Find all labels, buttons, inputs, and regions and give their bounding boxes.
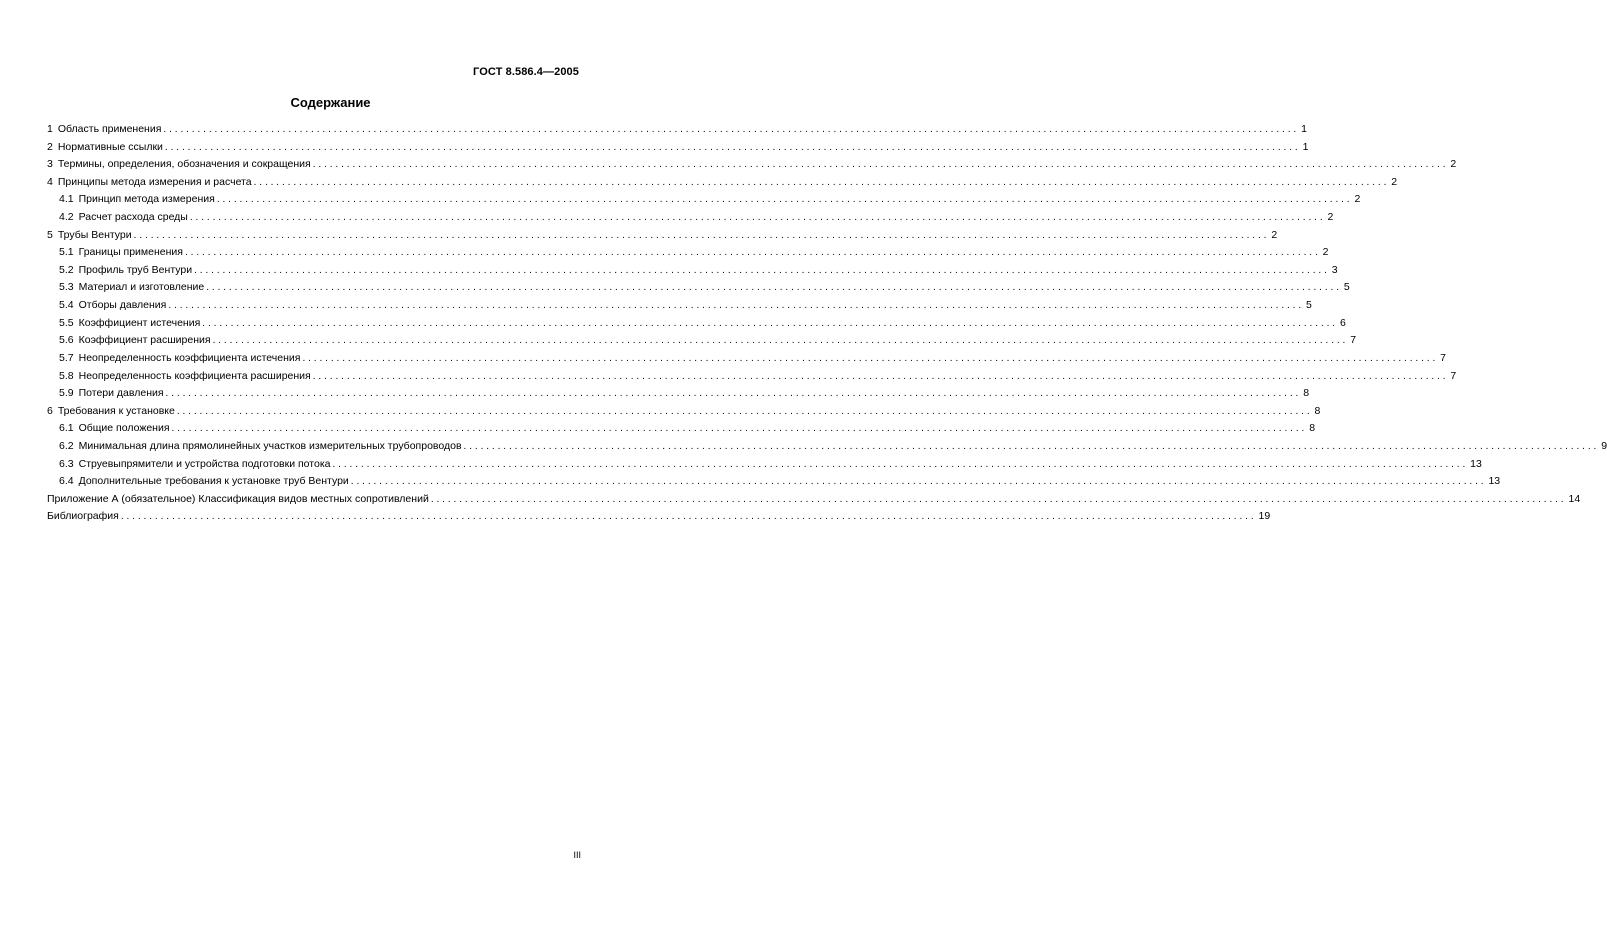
- toc-entry[interactable]: [47, 262, 1338, 280]
- toc-entry-title: Требования к установке: [57, 404, 175, 417]
- toc-entry-label: [59, 473, 349, 491]
- toc-entry[interactable]: [47, 491, 1581, 509]
- toc-entry-title: Коэффициент расширения: [78, 334, 211, 347]
- toc-entry-page: 19: [1258, 510, 1271, 523]
- toc-entry-number: 5: [47, 228, 53, 241]
- toc-entry-number: 2: [47, 140, 53, 153]
- toc-entry-label: [59, 420, 170, 438]
- toc-entry-title: Неопределенность коэффициента расширения: [78, 369, 311, 382]
- toc-entry[interactable]: [47, 297, 1312, 315]
- toc-entry-page: 13: [1488, 475, 1501, 488]
- toc-entry-title: Принципы метода измерения и расчета: [57, 175, 252, 188]
- toc-entry-page: 9: [1601, 439, 1607, 452]
- toc-dot-leader: ........................................................................................................................................................................................................: [312, 370, 1449, 382]
- toc-dot-leader: ........................................................................................................................................................................................................: [171, 423, 1308, 435]
- toc-dot-leader: ........................................................................................................................................................................................................: [332, 458, 1469, 470]
- toc-entry-label: [47, 227, 132, 245]
- toc-entry-page: 8: [1309, 422, 1316, 435]
- toc-entry-number: 6: [47, 404, 53, 417]
- toc-entry-number: 1: [47, 123, 53, 135]
- toc-dot-leader: ........................................................................................................................................................................................................: [212, 335, 1349, 347]
- toc-entry-label: [59, 456, 331, 474]
- toc-entry-label: [59, 209, 188, 227]
- toc-entry-label: [47, 139, 163, 157]
- toc-entry-title: Термины, определения, обозначения и сокращения: [57, 158, 311, 171]
- page-number: III: [573, 850, 581, 860]
- toc-dot-leader: ........................................................................................................................................................................................................: [184, 247, 1321, 259]
- toc-entry-title: Область применения: [57, 123, 162, 135]
- toc-entry-number: 5.3: [59, 281, 74, 294]
- toc-entry-title: Отборы давления: [78, 299, 167, 312]
- toc-entry-title: Коэффициент истечения: [78, 316, 201, 329]
- toc-entry-label: [47, 121, 161, 139]
- toc-entry-page: 7: [1450, 369, 1457, 382]
- toc-dot-leader: ........................................................................................................................................................................................................: [164, 141, 1301, 153]
- toc-dot-leader: ........................................................................................................................................................................................................: [194, 264, 1330, 276]
- toc-dot-leader: ........................................................................................................................................................................................................: [189, 212, 1326, 224]
- toc-dot-leader: ........................................................................................................................................................................................................: [133, 229, 1270, 241]
- toc-entry-page: 2: [1327, 211, 1334, 224]
- toc-entry[interactable]: [47, 350, 1446, 368]
- toc-entry-page: 6: [1339, 316, 1346, 329]
- toc-entry-number: 5.5: [59, 316, 74, 329]
- table-of-contents: [47, 121, 1607, 526]
- toc-entry-title: Профиль труб Вентури: [78, 263, 193, 276]
- toc-entry-title: Границы применения: [78, 246, 183, 259]
- toc-entry-title: Дополнительные требования к установке труб Вентури: [78, 475, 349, 488]
- toc-entry-label: [47, 491, 429, 509]
- toc-entry-page: 3: [1331, 263, 1338, 276]
- toc-entry-number: 3: [47, 158, 53, 171]
- toc-entry-number: 4.1: [59, 193, 74, 206]
- toc-entry[interactable]: [47, 139, 1309, 157]
- toc-entry-page: 13: [1470, 457, 1482, 470]
- toc-entry-title: Библиография: [47, 510, 119, 523]
- toc-entry-number: 5.7: [59, 351, 74, 364]
- toc-entry-label: [47, 508, 119, 526]
- toc-entry-title: Материал и изготовление: [78, 281, 205, 294]
- toc-dot-leader: ........................................................................................................................................................................................................: [168, 300, 1305, 312]
- toc-entry-label: [59, 368, 311, 386]
- toc-entry-label: [59, 262, 192, 280]
- toc-entry-page: 7: [1350, 334, 1357, 347]
- toc-entry[interactable]: [47, 244, 1329, 262]
- toc-entry-page: 2: [1450, 158, 1457, 171]
- toc-entry-title: Минимальная длина прямолинейных участков измерительных трубопроводов: [78, 439, 462, 452]
- toc-dot-leader: ........................................................................................................................................................................................................: [216, 194, 1353, 206]
- toc-entry-page: 1: [1302, 140, 1309, 153]
- toc-dot-leader: ........................................................................................................................................................................................................: [176, 405, 1313, 417]
- toc-entry-page: 8: [1314, 404, 1321, 417]
- toc-entry-page: 14: [1568, 492, 1581, 505]
- toc-dot-leader: ........................................................................................................................................................................................................: [253, 176, 1390, 188]
- toc-entry-page: 8: [1303, 387, 1310, 400]
- toc-entry-title: Неопределенность коэффициента истечения: [78, 351, 301, 364]
- toc-entry-title: Общие положения: [78, 422, 170, 435]
- toc-dot-leader: ........................................................................................................................................................................................................: [206, 282, 1342, 294]
- toc-entry[interactable]: [47, 385, 1310, 403]
- toc-dot-leader: ........................................................................................................................................................................................................: [312, 159, 1449, 171]
- standard-code: ГОСТ 8.586.4—2005: [473, 66, 579, 78]
- toc-entry-page: 5: [1343, 281, 1350, 294]
- toc-entry-label: [59, 350, 300, 368]
- toc-entry-label: [59, 191, 215, 209]
- toc-entry-title: Трубы Вентури: [57, 228, 132, 241]
- toc-entry-number: 5.9: [59, 387, 74, 400]
- toc-entry[interactable]: [47, 191, 1361, 209]
- toc-entry-page: 2: [1322, 246, 1329, 259]
- toc-entry[interactable]: [47, 156, 1457, 174]
- toc-entry-title: Расчет расхода среды: [78, 211, 188, 224]
- toc-entry-page: 5: [1306, 299, 1312, 312]
- toc-entry-label: [59, 332, 211, 350]
- toc-dot-leader: ........................................................................................................................................................................................................: [202, 317, 1338, 329]
- toc-entry-title: Приложение А (обязательное) Классификация видов местных сопротивлений: [47, 492, 429, 505]
- toc-dot-leader: ........................................................................................................................................................................................................: [463, 440, 1600, 452]
- toc-entry-page: 7: [1440, 351, 1446, 364]
- toc-entry-number: 5.4: [59, 299, 74, 312]
- toc-entry[interactable]: [47, 368, 1457, 386]
- toc-entry-number: 6.3: [59, 457, 74, 470]
- toc-entry[interactable]: [47, 403, 1321, 421]
- toc-entry-title: Струевыпрямители и устройства подготовки потока: [78, 457, 331, 470]
- toc-entry[interactable]: [47, 473, 1501, 491]
- toc-entry-label: [47, 156, 311, 174]
- toc-entry[interactable]: [47, 438, 1607, 456]
- toc-entry-label: [47, 403, 175, 421]
- toc-entry-number: 6.4: [59, 475, 74, 488]
- toc-entry[interactable]: [47, 332, 1357, 350]
- toc-entry[interactable]: [47, 508, 1271, 526]
- toc-entry-label: [59, 244, 183, 262]
- toc-entry-label: [59, 297, 166, 315]
- toc-dot-leader: ........................................................................................................................................................................................................: [430, 493, 1567, 505]
- toc-entry-page: 1: [1301, 123, 1307, 135]
- toc-entry-label: [59, 438, 462, 456]
- toc-entry-number: 4.2: [59, 211, 74, 224]
- toc-entry-title: Потери давления: [78, 387, 164, 400]
- toc-entry[interactable]: [47, 174, 1398, 192]
- page-title: Содержание: [290, 95, 371, 110]
- toc-entry-number: 4: [47, 175, 53, 188]
- toc-dot-leader: ........................................................................................................................................................................................................: [302, 352, 1439, 364]
- toc-entry-label: [59, 279, 204, 297]
- toc-entry-page: 2: [1391, 175, 1398, 188]
- toc-entry[interactable]: [47, 315, 1346, 333]
- toc-entry[interactable]: [47, 456, 1482, 474]
- toc-dot-leader: ........................................................................................................................................................................................................: [163, 124, 1300, 135]
- toc-entry-page: 2: [1354, 193, 1361, 206]
- toc-entry-label: [47, 174, 252, 192]
- toc-entry-title: Принцип метода измерения: [78, 193, 215, 206]
- toc-dot-leader: ........................................................................................................................................................................................................: [350, 476, 1487, 488]
- toc-entry-page: 2: [1271, 228, 1278, 241]
- toc-entry-label: [59, 385, 164, 403]
- toc-entry[interactable]: [47, 227, 1278, 245]
- toc-entry-number: 5.6: [59, 334, 74, 347]
- toc-dot-leader: ........................................................................................................................................................................................................: [120, 511, 1257, 523]
- toc-entry-number: 6.2: [59, 439, 74, 452]
- toc-entry-number: 5.1: [59, 246, 74, 259]
- toc-entry[interactable]: [47, 279, 1350, 297]
- toc-dot-leader: ........................................................................................................................................................................................................: [165, 388, 1302, 400]
- toc-entry[interactable]: [47, 420, 1316, 438]
- toc-entry[interactable]: [47, 121, 1307, 139]
- toc-entry-label: [59, 315, 200, 333]
- toc-entry-number: 5.8: [59, 369, 74, 382]
- toc-entry[interactable]: [47, 209, 1334, 227]
- toc-entry-number: 5.2: [59, 263, 74, 276]
- toc-entry-number: 6.1: [59, 422, 74, 435]
- toc-entry-title: Нормативные ссылки: [57, 140, 163, 153]
